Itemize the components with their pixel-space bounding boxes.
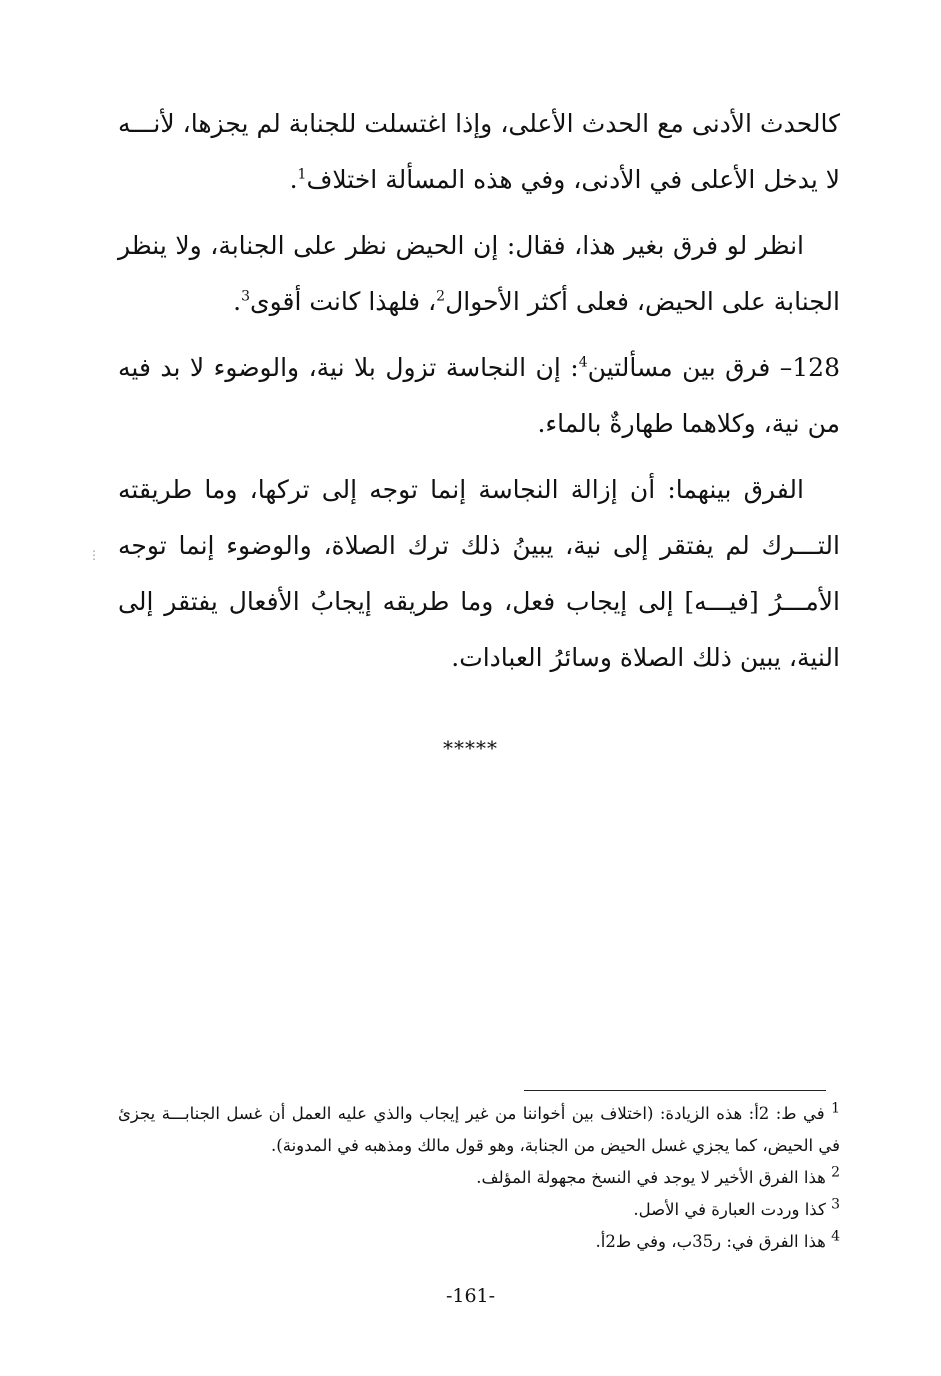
footnote-ref-3: 3 (241, 288, 251, 305)
footnote-ref-2: 2 (436, 288, 446, 305)
footnote-number: 4 (831, 1228, 840, 1245)
footnote-text: هذا الفرق في: ر35ب، وفي ط2أ. (595, 1232, 826, 1251)
paragraph-1-text: كالحدث الأدنى مع الحدث الأعلى، وإذا اغتسلت للجنابة لم يجزها، لأنـــه لا يدخل الأعلى في الأدنى، وفي هذه المسألة اختلاف (118, 109, 840, 194)
scan-mark: ⋮ (88, 548, 100, 562)
paragraph-3-text-a: 128– فرق بين مسألتين (587, 353, 840, 382)
footnote-text: كذا وردت العبارة في الأصل. (633, 1200, 826, 1219)
footnote-4 (118, 1226, 840, 1258)
footnote-2 (118, 1162, 840, 1194)
footnote-number: 3 (831, 1196, 840, 1213)
paragraph-2-text-a: انظر لو فرق بغير هذا، فقال: إن الحيض نظر على الجنابة، ولا ينظر الجنابة على الحيض، فعلى أكثر الأحوال (118, 231, 840, 316)
footnote-3 (118, 1194, 840, 1226)
paragraph-2-text-b: ، فلهذا كانت أقوى (250, 287, 437, 316)
paragraph-4 (118, 462, 840, 686)
footnote-rule (524, 1090, 826, 1091)
footnote-text: في ط: 2أ: هذه الزيادة: (اختلاف بين أخواننا من غير إيجاب والذي عليه العمل أن غسل الجنابـــة يجزئ في الحيض، كما يجزي غسل الحيض من الجنابة، وهو قول مالك ومذهبه في المدونة). (118, 1104, 840, 1155)
page-number: -161- (445, 1285, 496, 1307)
paragraph-2-end: . (233, 287, 242, 316)
paragraph-1 (118, 96, 840, 208)
footnote-number: 2 (831, 1164, 840, 1181)
footnotes (118, 1098, 840, 1258)
paragraph-1-end: . (289, 165, 298, 194)
footnote-ref-4: 4 (578, 354, 588, 371)
paragraph-2 (118, 218, 840, 330)
footnote-1 (118, 1098, 840, 1162)
paragraph-3-text-b: : إن النجاسة تزول بلا نية، والوضوء لا بد فيه من نية، وكلاهما طهارةٌ بالماء. (118, 353, 840, 438)
footnote-number: 1 (831, 1100, 841, 1117)
section-separator: ***** (443, 736, 498, 760)
paragraph-4-text: الفرق بينهما: أن إزالة النجاسة إنما توجه إلى تركها، وما طريقته التـــرك لم يفتقر إلى نية، يبينُ ذلك ترك الصلاة، والوضوء إنما توجه الأمـــرُ [فيـــه] إلى إيجاب فعل، وما طريقه إيجابُ الأفعال يفتقر إلى النية، يبين ذلك الصلاة وسائرُ العبادات. (118, 475, 840, 672)
body-text (118, 96, 840, 696)
footnote-text: هذا الفرق الأخير لا يوجد في النسخ مجهولة المؤلف. (476, 1168, 826, 1187)
paragraph-3 (118, 340, 840, 452)
footnote-ref-1: 1 (297, 166, 307, 183)
